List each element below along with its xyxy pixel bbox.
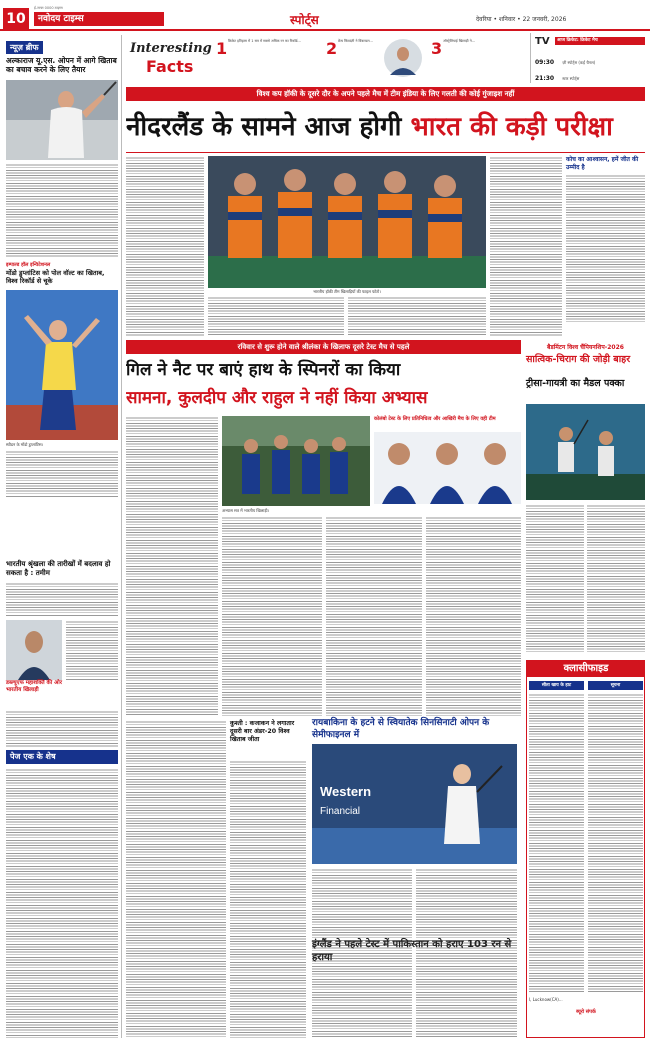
news-brief [6, 35, 118, 74]
test-body-col1 [126, 416, 218, 716]
fact-number: 3 [431, 39, 443, 58]
brief3-headline: भारतीय श्रृंखला की तारीखों में बदलाव हो सकता है : तमीम [6, 560, 111, 577]
tennis-photo [312, 744, 517, 864]
brief-header: न्यूज़ ब्रीफ [6, 41, 43, 54]
fact-number: 1 [216, 39, 228, 58]
classified-sub1: सीता खाय के हाट [529, 681, 584, 690]
kushti-body-col2 [230, 760, 306, 1038]
masthead-rule [0, 29, 650, 31]
fact-number: 2 [326, 39, 338, 58]
test-caption: अभ्यास सत्र में भारतीय खिलाड़ी। [222, 508, 270, 513]
tv-label: TV [535, 36, 550, 47]
fact-text: फ्रेंच किंवदंती ने विंबलडन... [338, 39, 373, 43]
svg-text:Financial: Financial [320, 806, 361, 817]
brief3-body-2 [66, 620, 118, 680]
brief2-header: इम्पाल्ड हॉल इन्विटेशनल [6, 262, 51, 268]
fact-photo [384, 39, 422, 77]
hockey-headline-black: नीदरलैंड के सामने आज होगी [126, 112, 402, 142]
masthead [0, 0, 650, 30]
classified-notice: I, Lucknow(CA)... [529, 997, 563, 1002]
paper-name: नवोदय टाइम्स [34, 12, 164, 26]
svg-text:Western: Western [320, 784, 372, 799]
classified-box [526, 660, 645, 1038]
test-inset-head: कोलंबो टेस्ट के लिए प्रतिनिधित्व और आखिरी मैच के लिए वही टीम [374, 416, 496, 422]
brief2-caption: स्वीडन के मोंडो डुप्लांटिस। [6, 442, 44, 447]
fact-text: क्रिकेट इतिहास में 1 सत्र में सबसे अधिक रन का रिकॉर्ड... [228, 39, 301, 43]
paper-small: ई-जगत 0000 टाइम्स [34, 6, 63, 10]
badminton-headline-black: ट्रीसा-गायत्री का मैडल पक्का [526, 378, 625, 389]
page-number: 10 [3, 8, 29, 30]
test-body-col3 [326, 516, 422, 716]
test-inset [374, 416, 521, 506]
kushti-headline: कुश्ती : कजाकन ने लगातार दूसरी बार अंडर-20 विश्व खिताब जीता [230, 720, 295, 743]
badminton-body-col2 [587, 504, 645, 654]
classified-contact: ब्यूरो संपर्क [576, 1009, 596, 1015]
tv-time: 09:30 [535, 59, 555, 66]
test-headline-red: सामना, कुलदीप और राहुल ने नहीं किया अभ्यास [126, 388, 428, 408]
brief-headline: अल्काराज यू.एस. ओपन में आगे खिताब का बचाव करने के लिए तैयार [6, 56, 117, 74]
brief2-headline: मोंडो डुप्लांटिस को पोल वॉल्ट का खिताब, विश्व रिकॉर्ड से चूके [6, 269, 105, 285]
hockey-caption: भारतीय हॉकी टीम खिलाड़ियों की फाइल फोटो। [313, 289, 381, 294]
badminton-photo [526, 404, 645, 500]
continuation-body [6, 768, 118, 1038]
player-photo-alcaraz [6, 80, 118, 160]
hockey-body-col4 [490, 156, 562, 336]
facts-subtitle: Facts [146, 57, 194, 76]
test-body-col2 [222, 516, 322, 716]
hockey-body-col1 [126, 156, 204, 336]
hockey-headline [126, 104, 645, 152]
classified-col2 [588, 693, 643, 993]
classified-col1 [529, 693, 584, 993]
tv-channel: ज़ी स्पोर्ट्स (कई चैनल) [562, 60, 596, 65]
tv-channel: स्टार स्पोर्ट्स [562, 76, 580, 81]
brief2-body [6, 450, 118, 498]
kushti-body-col1 [126, 720, 226, 1038]
hockey-headline-red: भारत की कड़ी परीक्षा [410, 112, 613, 142]
hockey-body-col2 [208, 296, 344, 336]
brief3-body [6, 582, 118, 617]
brief-body [6, 163, 118, 258]
hockey-sidebar [566, 156, 645, 336]
section-title: स्पोर्ट्स [290, 13, 319, 27]
dateline: देवरिया • शनिवार • 22 जनवरी, 2026 [476, 16, 567, 23]
tv-listing [530, 33, 645, 83]
classified-title: क्लासीफाइड [527, 661, 645, 677]
player-photo-tamim [6, 620, 62, 680]
fact-text: ऑस्ट्रेलियाई खिलाड़ी ने... [443, 39, 475, 43]
hockey-sidebar-body [566, 174, 645, 324]
bottom-left-caption: डब्ल्यूएफ महाशक्ति की ओर भारतीय खिलाड़ी [6, 680, 62, 693]
classified-sub2: सूचना [588, 681, 643, 690]
badminton-kicker: बैडमिंटन विश्व चैंपियनशिप-2026 [547, 344, 624, 351]
interesting-facts [126, 33, 526, 83]
test-inset-photos [374, 432, 521, 504]
hockey-sidebar-head: कोच का आश्वासन, हमें जीत की उम्मीद है [566, 156, 639, 171]
facts-title: Interesting [130, 41, 212, 56]
test-practice-photo [222, 416, 370, 506]
news-brief-2 [6, 262, 118, 285]
test-headline-black: गिल ने नैट पर बाएं हाथ के स्पिनरों का किया [126, 360, 401, 380]
tv-time: 21:30 [535, 75, 555, 82]
england-headline-display: इंग्लैंड ने पहले टेस्ट में पाकिस्तान को हराए 103 रन से हराया [312, 939, 512, 963]
news-brief-3 [6, 560, 118, 577]
hockey-headline-rule [126, 152, 645, 153]
test-body-col4 [426, 516, 521, 716]
player-photo-duplantis [6, 290, 118, 440]
badminton-body-col1 [526, 504, 584, 654]
tv-row [535, 65, 645, 84]
hockey-kicker: विश्व कप हॉकी के दूसरे दौर के अपने पहले मैच में टीम इंडिया के लिए गलती की कोई गुंजाइश नहीं [126, 87, 645, 101]
hockey-body-col3 [348, 296, 486, 336]
hockey-photo [208, 156, 486, 288]
continuation-header: पेज एक के शेष [6, 750, 118, 764]
left-column-divider [121, 35, 122, 1038]
tennis-headline: रायबाकिना के हटने से स्वियातेक सिनसिनाटी ओपन के सेमीफाइनल में [312, 718, 490, 740]
test-kicker: रविवार से शुरू होने वाले श्रीलंका के खिलाफ दूसरे टेस्ट मैच से पहले [126, 340, 521, 354]
badminton-headline-red: सात्विक-चिराग की जोड़ी बाहर [526, 354, 631, 365]
tv-title: आज क्रिकेट: क्रिकेट मैच [555, 37, 645, 45]
bottom-left-body [6, 710, 118, 748]
